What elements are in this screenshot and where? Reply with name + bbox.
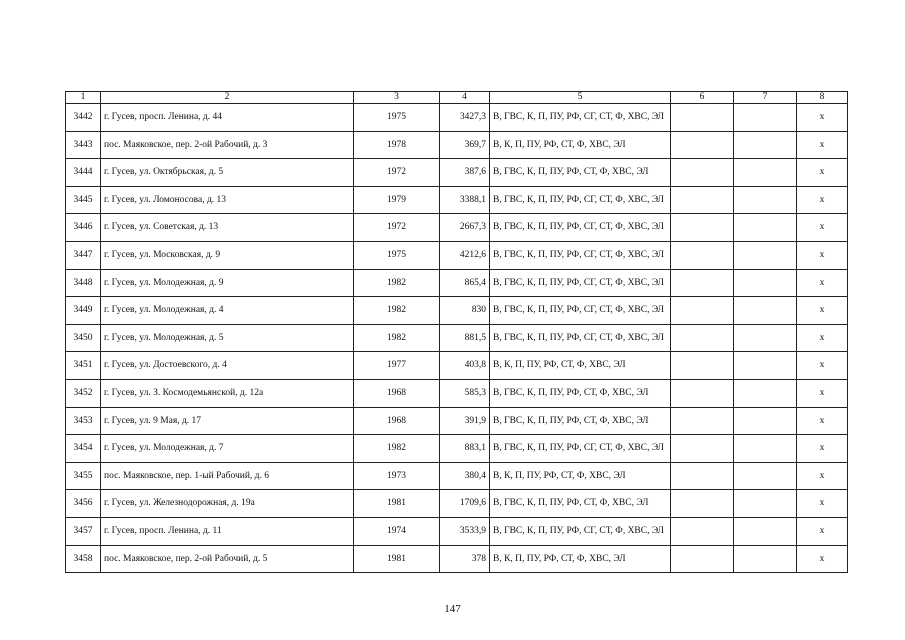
- row-number: 3442: [66, 104, 101, 132]
- column-7-cell: [734, 435, 797, 463]
- column-6-cell: [671, 324, 734, 352]
- area-cell: 3388,1: [440, 186, 490, 214]
- column-8-mark: х: [797, 214, 848, 242]
- column-8-mark: х: [797, 104, 848, 132]
- area-cell: 865,4: [440, 269, 490, 297]
- year-cell: 1982: [354, 435, 440, 463]
- col-header-4: 4: [440, 92, 490, 104]
- row-number: 3450: [66, 324, 101, 352]
- column-6-cell: [671, 214, 734, 242]
- address-cell: г. Гусев, ул. Молодежная, д. 7: [101, 435, 354, 463]
- services-cell: В, К, П, ПУ, РФ, СТ, Ф, ХВС, ЭЛ: [490, 131, 671, 159]
- area-cell: 883,1: [440, 435, 490, 463]
- services-cell: В, ГВС, К, П, ПУ, РФ, СГ, СТ, Ф, ХВС, ЭЛ: [490, 517, 671, 545]
- address-cell: г. Гусев, ул. Октябрьская, д. 5: [101, 159, 354, 187]
- row-number: 3458: [66, 545, 101, 573]
- column-8-mark: х: [797, 490, 848, 518]
- column-8-mark: х: [797, 462, 848, 490]
- services-cell: В, ГВС, К, П, ПУ, РФ, СТ, Ф, ХВС, ЭЛ: [490, 490, 671, 518]
- column-6-cell: [671, 545, 734, 573]
- column-8-mark: х: [797, 297, 848, 325]
- column-8-mark: х: [797, 517, 848, 545]
- year-cell: 1982: [354, 324, 440, 352]
- address-cell: г. Гусев, просп. Ленина, д. 44: [101, 104, 354, 132]
- year-cell: 1977: [354, 352, 440, 380]
- table-row: [66, 435, 848, 463]
- row-number: 3449: [66, 297, 101, 325]
- year-cell: 1973: [354, 462, 440, 490]
- row-number: 3445: [66, 186, 101, 214]
- row-number: 3454: [66, 435, 101, 463]
- area-cell: 378: [440, 545, 490, 573]
- col-header-7: 7: [734, 92, 797, 104]
- table-row: [66, 517, 848, 545]
- services-cell: В, ГВС, К, П, ПУ, РФ, СТ, Ф, ХВС, ЭЛ: [490, 379, 671, 407]
- row-number: 3443: [66, 131, 101, 159]
- column-6-cell: [671, 379, 734, 407]
- area-cell: 391,9: [440, 407, 490, 435]
- table-row: [66, 379, 848, 407]
- column-6-cell: [671, 352, 734, 380]
- area-cell: 830: [440, 297, 490, 325]
- row-number: 3455: [66, 462, 101, 490]
- area-cell: 2667,3: [440, 214, 490, 242]
- table-row: [66, 214, 848, 242]
- column-6-cell: [671, 241, 734, 269]
- column-6-cell: [671, 159, 734, 187]
- column-8-mark: х: [797, 379, 848, 407]
- address-cell: г. Гусев, ул. З. Космодемьянской, д. 12а: [101, 379, 354, 407]
- services-cell: В, ГВС, К, П, ПУ, РФ, СГ, СТ, Ф, ХВС, ЭЛ: [490, 186, 671, 214]
- column-8-mark: х: [797, 269, 848, 297]
- year-cell: 1972: [354, 214, 440, 242]
- col-header-3: 3: [354, 92, 440, 104]
- address-cell: г. Гусев, ул. Железнодорожная, д. 19а: [101, 490, 354, 518]
- column-6-cell: [671, 517, 734, 545]
- column-7-cell: [734, 241, 797, 269]
- col-header-6: 6: [671, 92, 734, 104]
- address-cell: г. Гусев, ул. Молодежная, д. 9: [101, 269, 354, 297]
- row-number: 3444: [66, 159, 101, 187]
- address-cell: г. Гусев, просп. Ленина, д. 11: [101, 517, 354, 545]
- column-6-cell: [671, 186, 734, 214]
- table-row: [66, 324, 848, 352]
- services-cell: В, ГВС, К, П, ПУ, РФ, СГ, СТ, Ф, ХВС, ЭЛ: [490, 297, 671, 325]
- table-row: [66, 490, 848, 518]
- services-cell: В, ГВС, К, П, ПУ, РФ, СТ, Ф, ХВС, ЭЛ: [490, 407, 671, 435]
- table-row: [66, 269, 848, 297]
- column-6-cell: [671, 104, 734, 132]
- column-7-cell: [734, 324, 797, 352]
- year-cell: 1982: [354, 297, 440, 325]
- services-cell: В, ГВС, К, П, ПУ, РФ, СГ, СТ, Ф, ХВС, ЭЛ: [490, 435, 671, 463]
- services-cell: В, К, П, ПУ, РФ, СТ, Ф, ХВС, ЭЛ: [490, 545, 671, 573]
- year-cell: 1978: [354, 131, 440, 159]
- col-header-1: 1: [66, 92, 101, 104]
- services-cell: В, ГВС, К, П, ПУ, РФ, СТ, Ф, ХВС, ЭЛ: [490, 159, 671, 187]
- column-8-mark: х: [797, 407, 848, 435]
- column-6-cell: [671, 462, 734, 490]
- column-7-cell: [734, 407, 797, 435]
- area-cell: 387,6: [440, 159, 490, 187]
- column-8-mark: х: [797, 241, 848, 269]
- address-cell: г. Гусев, ул. Ломоносова, д. 13: [101, 186, 354, 214]
- column-6-cell: [671, 490, 734, 518]
- row-number: 3456: [66, 490, 101, 518]
- column-7-cell: [734, 490, 797, 518]
- address-cell: г. Гусев, ул. Московская, д. 9: [101, 241, 354, 269]
- area-cell: 369,7: [440, 131, 490, 159]
- address-cell: г. Гусев, ул. Молодежная, д. 4: [101, 297, 354, 325]
- table-row: [66, 104, 848, 132]
- column-7-cell: [734, 379, 797, 407]
- column-7-cell: [734, 297, 797, 325]
- area-cell: 3533,9: [440, 517, 490, 545]
- registry-table: [65, 91, 848, 573]
- row-number: 3446: [66, 214, 101, 242]
- services-cell: В, ГВС, К, П, ПУ, РФ, СГ, СТ, Ф, ХВС, ЭЛ: [490, 241, 671, 269]
- services-cell: В, ГВС, К, П, ПУ, РФ, СГ, СТ, Ф, ХВС, ЭЛ: [490, 324, 671, 352]
- table-row: [66, 159, 848, 187]
- column-6-cell: [671, 435, 734, 463]
- services-cell: В, ГВС, К, П, ПУ, РФ, СГ, СТ, Ф, ХВС, ЭЛ: [490, 214, 671, 242]
- year-cell: 1974: [354, 517, 440, 545]
- services-cell: В, ГВС, К, П, ПУ, РФ, СГ, СТ, Ф, ХВС, ЭЛ: [490, 269, 671, 297]
- address-cell: пос. Маяковское, пер. 2-ой Рабочий, д. 5: [101, 545, 354, 573]
- row-number: 3447: [66, 241, 101, 269]
- column-6-cell: [671, 407, 734, 435]
- address-cell: г. Гусев, ул. Молодежная, д. 5: [101, 324, 354, 352]
- table-body: [66, 92, 848, 573]
- table-row: [66, 545, 848, 573]
- year-cell: 1982: [354, 269, 440, 297]
- column-7-cell: [734, 545, 797, 573]
- year-cell: 1972: [354, 159, 440, 187]
- year-cell: 1975: [354, 241, 440, 269]
- column-8-mark: х: [797, 435, 848, 463]
- column-7-cell: [734, 104, 797, 132]
- column-8-mark: х: [797, 131, 848, 159]
- column-6-cell: [671, 269, 734, 297]
- area-cell: 380,4: [440, 462, 490, 490]
- row-number: 3451: [66, 352, 101, 380]
- address-cell: пос. Маяковское, пер. 2-ой Рабочий, д. 3: [101, 131, 354, 159]
- services-cell: В, ГВС, К, П, ПУ, РФ, СГ, СТ, Ф, ХВС, ЭЛ: [490, 104, 671, 132]
- year-cell: 1979: [354, 186, 440, 214]
- address-cell: г. Гусев, ул. Достоевского, д. 4: [101, 352, 354, 380]
- address-cell: пос. Маяковское, пер. 1-ый Рабочий, д. 6: [101, 462, 354, 490]
- column-8-mark: х: [797, 186, 848, 214]
- row-number: 3453: [66, 407, 101, 435]
- column-8-mark: х: [797, 352, 848, 380]
- year-cell: 1968: [354, 379, 440, 407]
- table-row: [66, 131, 848, 159]
- column-6-cell: [671, 297, 734, 325]
- column-7-cell: [734, 214, 797, 242]
- row-number: 3452: [66, 379, 101, 407]
- column-6-cell: [671, 131, 734, 159]
- column-7-cell: [734, 462, 797, 490]
- area-cell: 3427,3: [440, 104, 490, 132]
- year-cell: 1968: [354, 407, 440, 435]
- column-8-mark: х: [797, 159, 848, 187]
- col-header-2: 2: [101, 92, 354, 104]
- year-cell: 1981: [354, 490, 440, 518]
- column-7-cell: [734, 159, 797, 187]
- row-number: 3457: [66, 517, 101, 545]
- table-row: [66, 407, 848, 435]
- table-row: [66, 241, 848, 269]
- area-cell: 585,3: [440, 379, 490, 407]
- services-cell: В, К, П, ПУ, РФ, СТ, Ф, ХВС, ЭЛ: [490, 352, 671, 380]
- column-7-cell: [734, 352, 797, 380]
- area-cell: 4212,6: [440, 241, 490, 269]
- column-7-cell: [734, 131, 797, 159]
- year-cell: 1975: [354, 104, 440, 132]
- address-cell: г. Гусев, ул. Советская, д. 13: [101, 214, 354, 242]
- area-cell: 881,5: [440, 324, 490, 352]
- col-header-8: 8: [797, 92, 848, 104]
- column-7-cell: [734, 517, 797, 545]
- header-row: [66, 92, 848, 104]
- services-cell: В, К, П, ПУ, РФ, СТ, Ф, ХВС, ЭЛ: [490, 462, 671, 490]
- table-row: [66, 352, 848, 380]
- row-number: 3448: [66, 269, 101, 297]
- area-cell: 1709,6: [440, 490, 490, 518]
- table-row: [66, 462, 848, 490]
- year-cell: 1981: [354, 545, 440, 573]
- column-8-mark: х: [797, 324, 848, 352]
- address-cell: г. Гусев, ул. 9 Мая, д. 17: [101, 407, 354, 435]
- col-header-5: 5: [490, 92, 671, 104]
- column-7-cell: [734, 269, 797, 297]
- area-cell: 403,8: [440, 352, 490, 380]
- page-number: 147: [444, 603, 461, 615]
- column-7-cell: [734, 186, 797, 214]
- column-8-mark: х: [797, 545, 848, 573]
- table-row: [66, 297, 848, 325]
- table-row: [66, 186, 848, 214]
